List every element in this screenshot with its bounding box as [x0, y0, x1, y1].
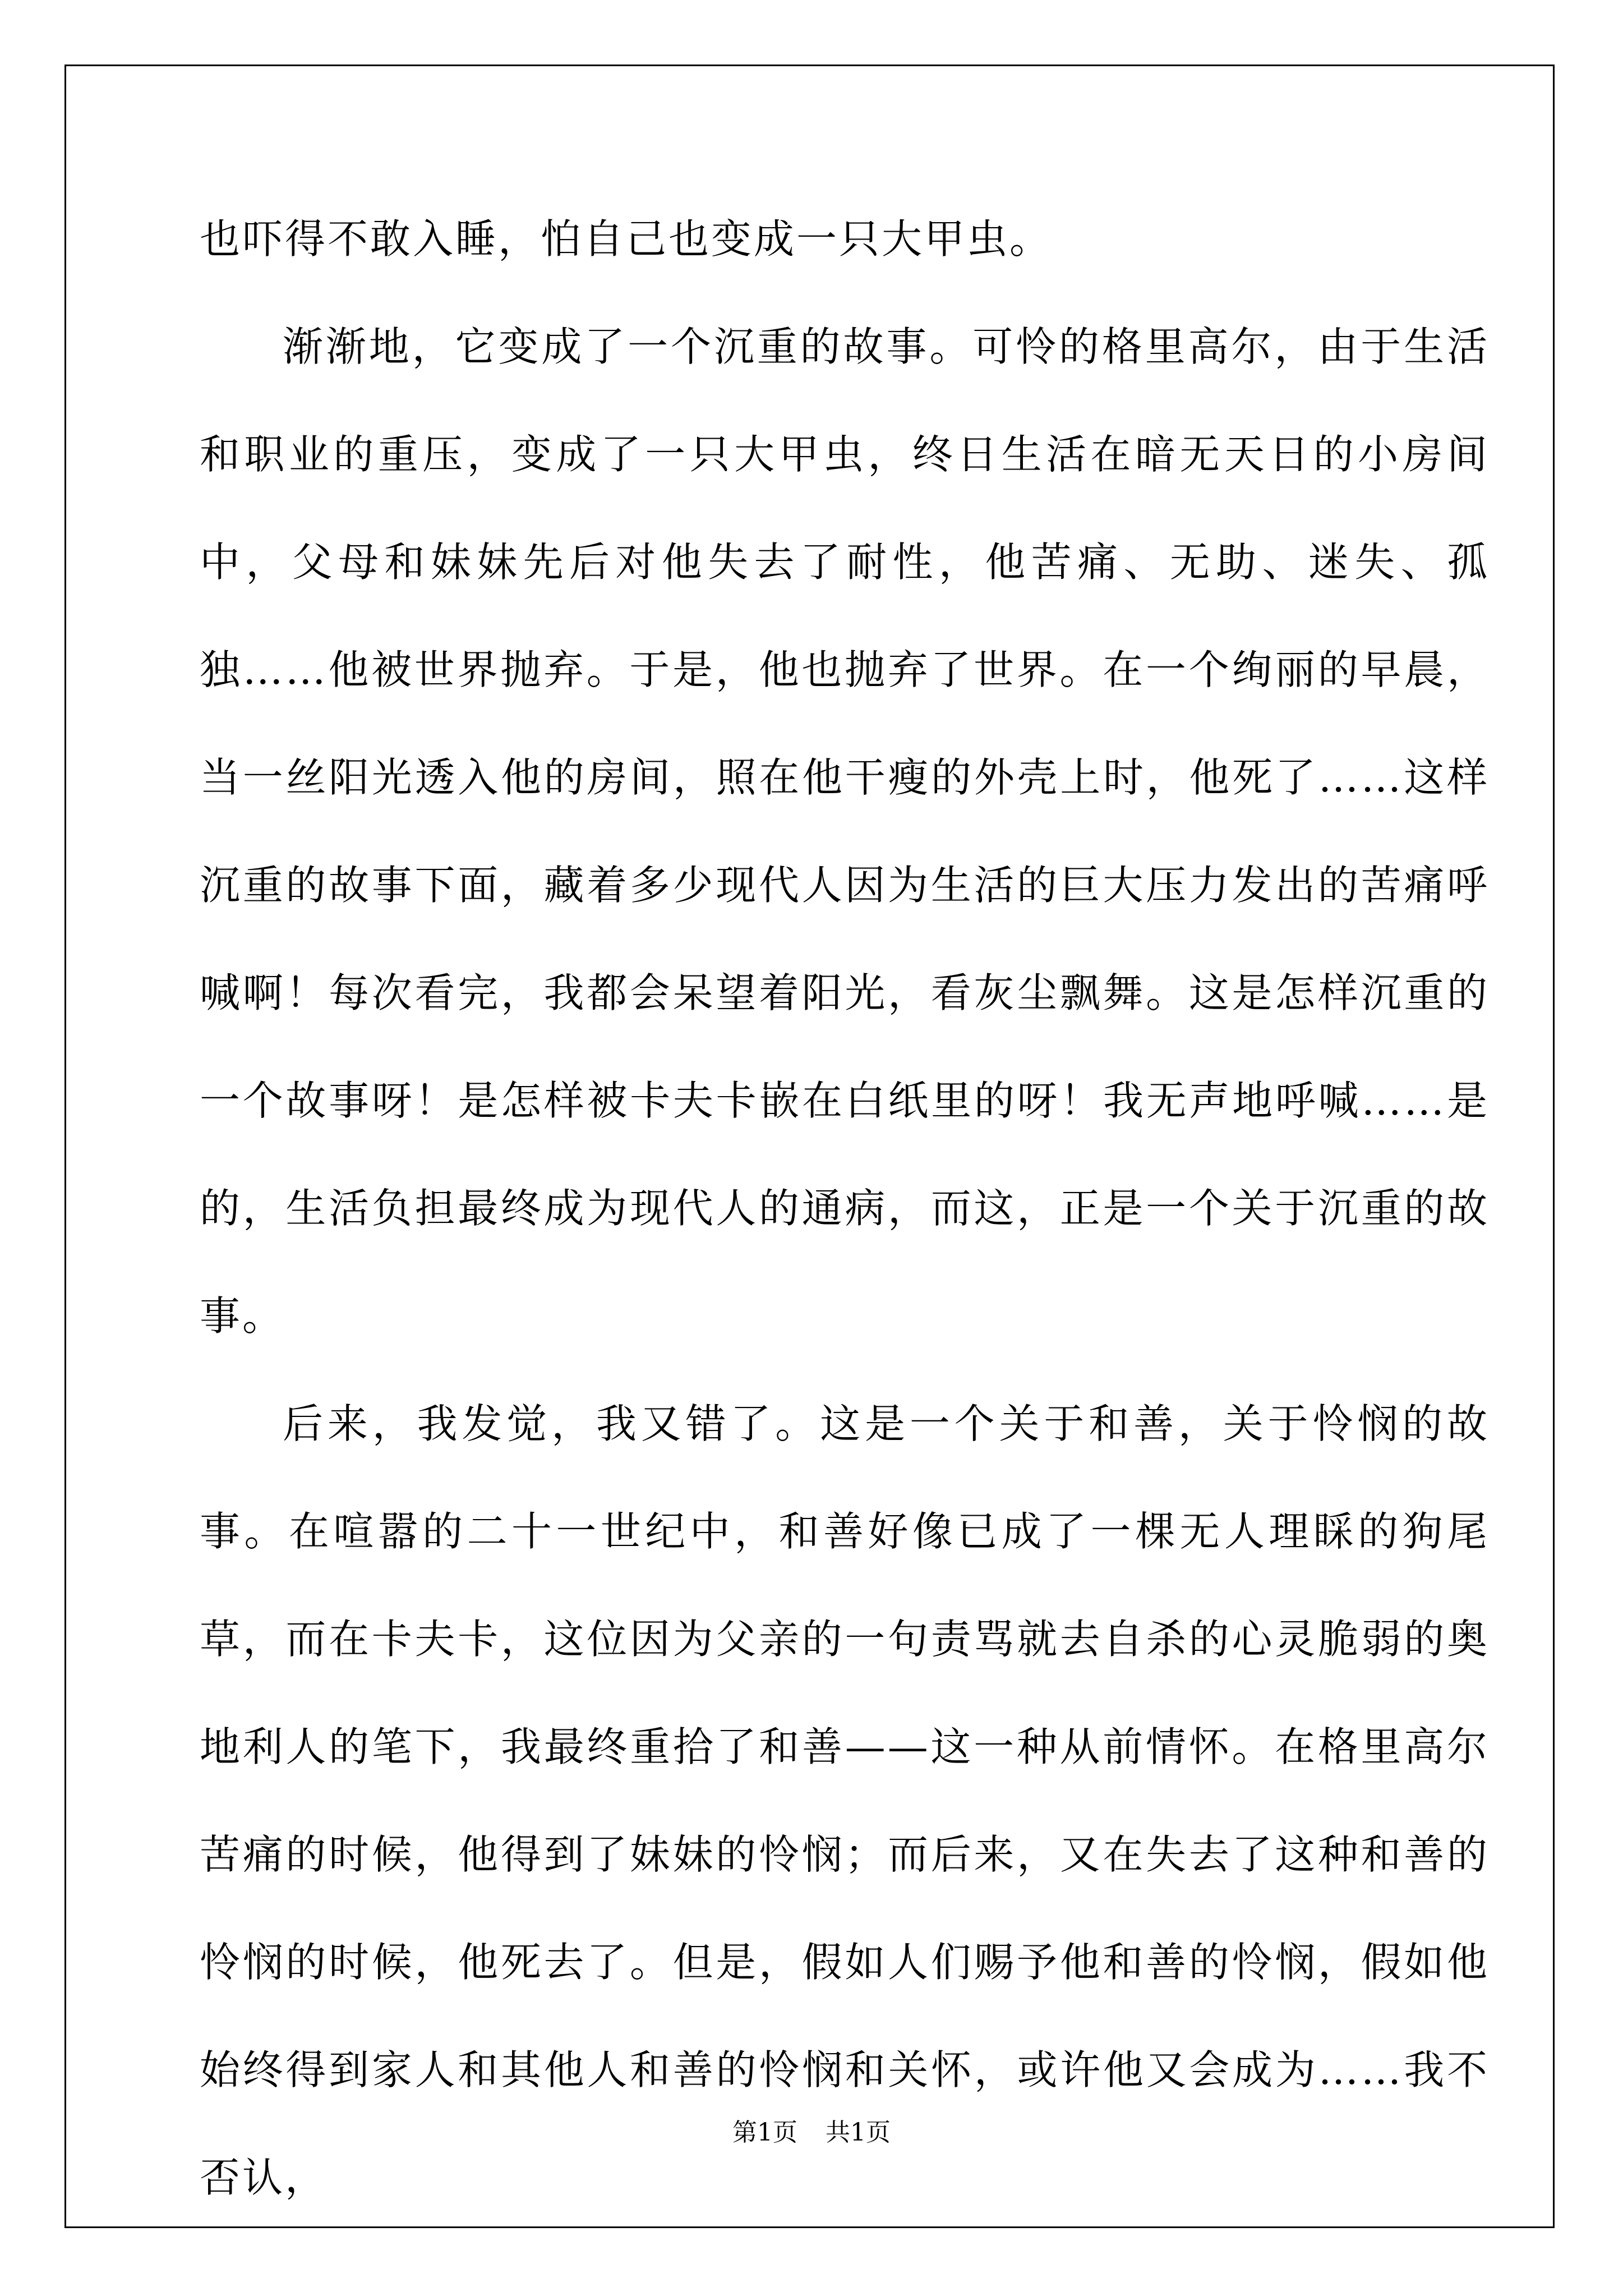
document-body	[200, 185, 1490, 2231]
page-total: 共1页	[826, 2118, 891, 2147]
page-footer	[0, 2112, 1623, 2148]
paragraph-1: 也吓得不敢入睡，怕自己也变成一只大甲虫。	[200, 215, 1053, 263]
paragraph-2: 渐渐地，它变成了一个沉重的故事。可怜的格里高尔，由于生活和职业的重压，变成了一只大甲虫，终日生活在暗无天日的小房间中，父母和妹妹先后对他失去了耐性，他苦痛、无助、迷失、孤独……他被世界抛弃。于是，他也抛弃了世界。在一个绚丽的早晨，当一丝阳光透入他的房间，照在他干瘦的外壳上时，他死了……这样沉重的故事下面，藏着多少现代人因为生活的巨大压力发出的苦痛呼喊啊！每次看完，我都会呆望着阳光，看灰尘飘舞。这是怎样沉重的一个故事呀！是怎样被卡夫卡嵌在白纸里的呀！我无声地呼喊……是的，生活负担最终成为现代人的通病，而这，正是一个关于沉重的故事。	[200, 323, 1490, 1340]
page-number: 第1页	[732, 2118, 797, 2147]
paragraph-3: 后来，我发觉，我又错了。这是一个关于和善，关于怜悯的故事。在喧嚣的二十一世纪中，和善好像已成了一棵无人理睬的狗尾草，而在卡夫卡，这位因为父亲的一句责骂就去自杀的心灵脆弱的奥地利人的笔下，我最终重拾了和善——这一种从前情怀。在格里高尔苦痛的时候，他得到了妹妹的怜悯；而后来，又在失去了这种和善的怜悯的时候，他死去了。但是，假如人们赐予他和善的怜悯，假如他始终得到家人和其他人和善的怜悯和关怀，或许他又会成为……我不否认，	[200, 1400, 1490, 2201]
